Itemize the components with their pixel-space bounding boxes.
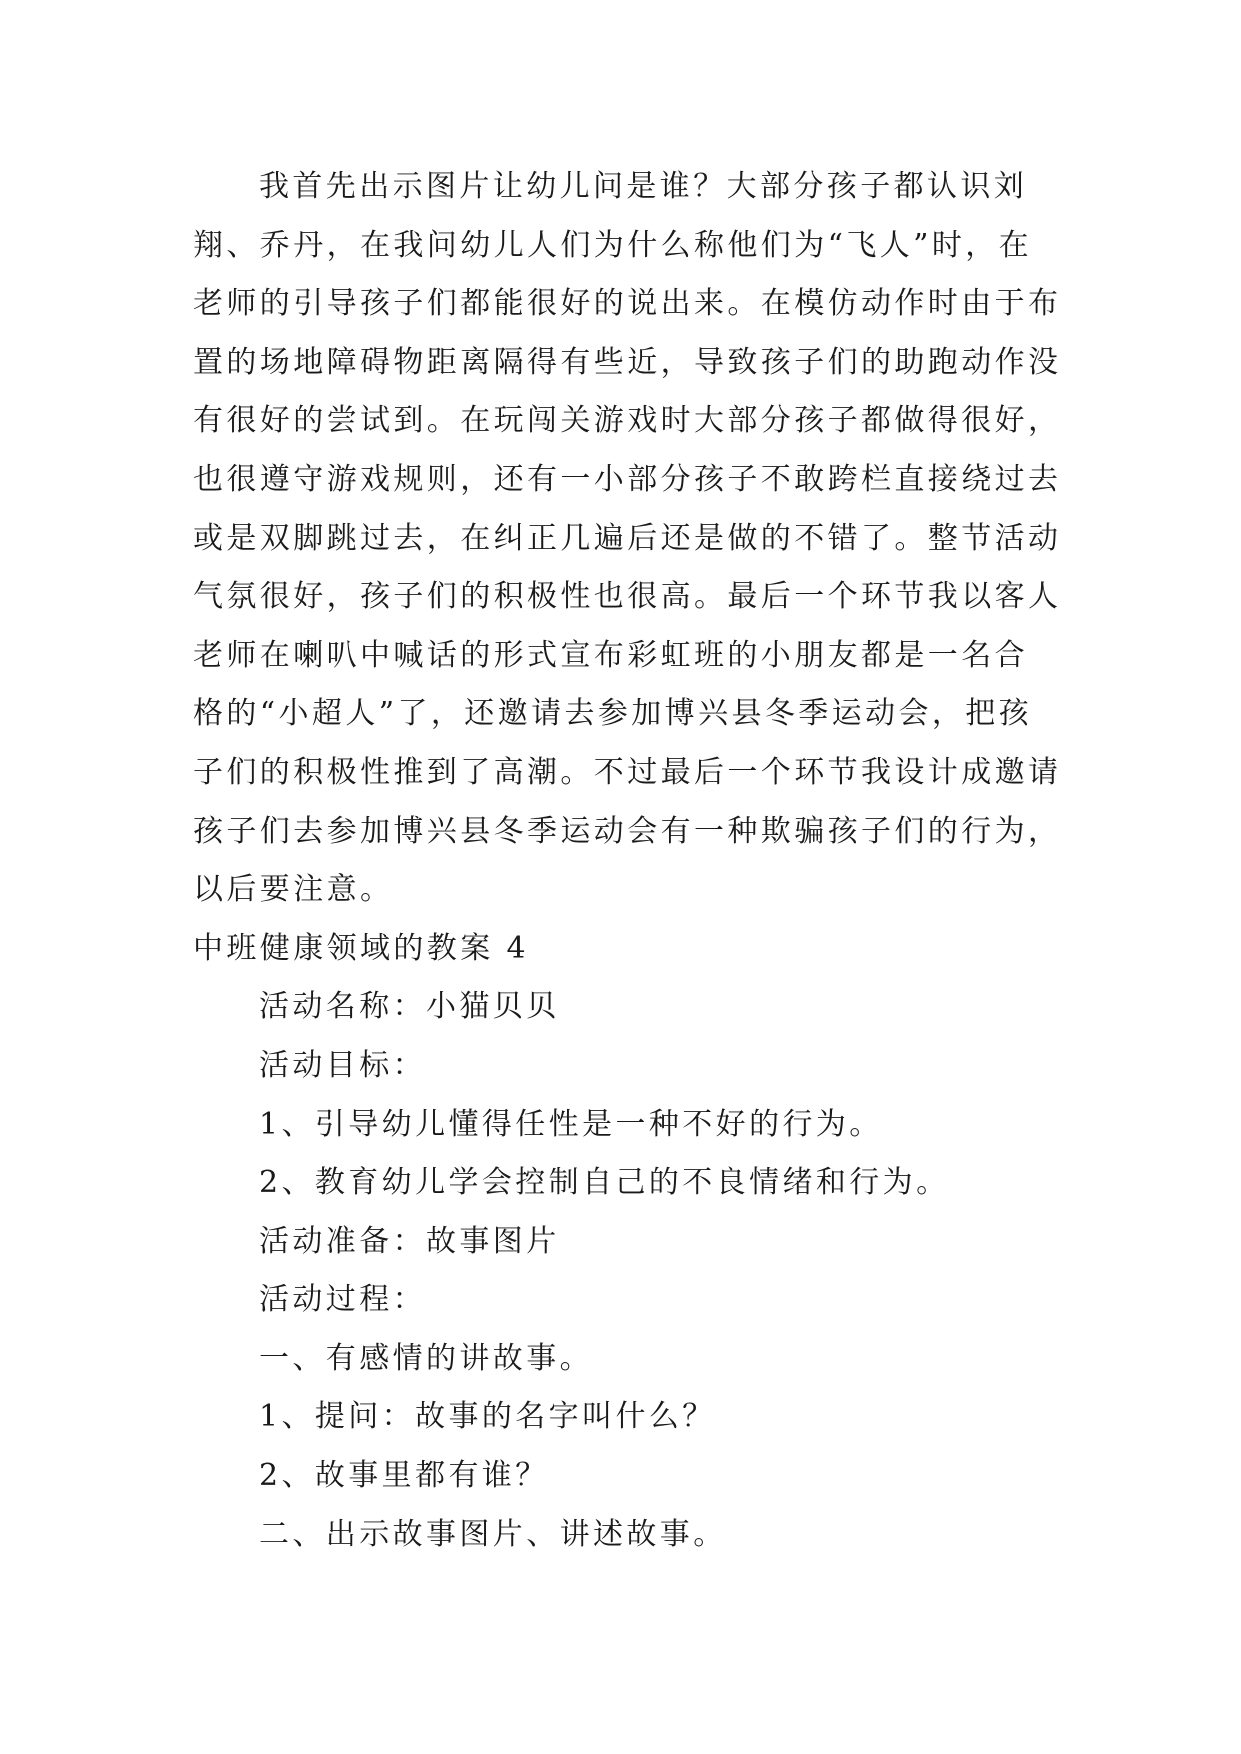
list-item: 2、故事里都有谁？ xyxy=(259,1458,549,1494)
document-body xyxy=(193,158,1073,1564)
list-item: 活动名称：小猫贝贝 xyxy=(259,989,560,1025)
list-item: 2、教育幼儿学会控制自己的不良情绪和行为。 xyxy=(259,1165,950,1201)
text-line: 以后要注意。 xyxy=(193,872,394,908)
text-line: 子们的积极性推到了高潮。不过最后一个环节我设计成邀请 xyxy=(193,754,1062,790)
list-item: 1、引导幼儿懂得任性是一种不好的行为。 xyxy=(259,1106,883,1142)
list-item: 1、提问：故事的名字叫什么？ xyxy=(259,1399,716,1435)
text-line: 老师在喇叭中喊话的形式宣布彩虹班的小朋友都是一名合 xyxy=(193,637,1028,673)
list-item: 活动准备：故事图片 xyxy=(259,1223,560,1259)
list-item: 一、有感情的讲故事。 xyxy=(259,1340,593,1376)
list-item: 二、出示故事图片、讲述故事。 xyxy=(259,1516,727,1552)
text-line: 我首先出示图片让幼儿问是谁？大部分孩子都认识刘 xyxy=(259,169,1028,204)
lesson-plan xyxy=(193,978,1073,1564)
text-line: 或是双脚跳过去，在纠正几遍后还是做的不错了。整节活动 xyxy=(193,520,1062,556)
text-line: 有很好的尝试到。在玩闯关游戏时大部分孩子都做得很好， xyxy=(193,403,1062,439)
text-line: 气氛很好，孩子们的积极性也很高。最后一个环节我以客人 xyxy=(193,579,1062,615)
text-line: 置的场地障碍物距离隔得有些近，导致孩子们的助跑动作没 xyxy=(193,344,1062,380)
text-line: 孩子们去参加博兴县冬季运动会有一种欺骗孩子们的行为， xyxy=(193,813,1062,849)
text-line: 翔、乔丹，在我问幼儿人们为什么称他们为“飞人”时，在 xyxy=(193,227,1033,263)
list-item: 活动目标： xyxy=(259,1047,426,1083)
section-title: 中班健康领域的教案 4 xyxy=(193,930,530,966)
text-line: 也很遵守游戏规则，还有一小部分孩子不敢跨栏直接绕过去 xyxy=(193,461,1062,497)
reflection-paragraph xyxy=(193,158,1073,920)
text-line: 老师的引导孩子们都能很好的说出来。在模仿动作时由于布 xyxy=(193,286,1062,322)
list-item: 活动过程： xyxy=(259,1282,426,1318)
text-line: 格的“小超人”了，还邀请去参加博兴县冬季运动会，把孩 xyxy=(193,696,1033,732)
